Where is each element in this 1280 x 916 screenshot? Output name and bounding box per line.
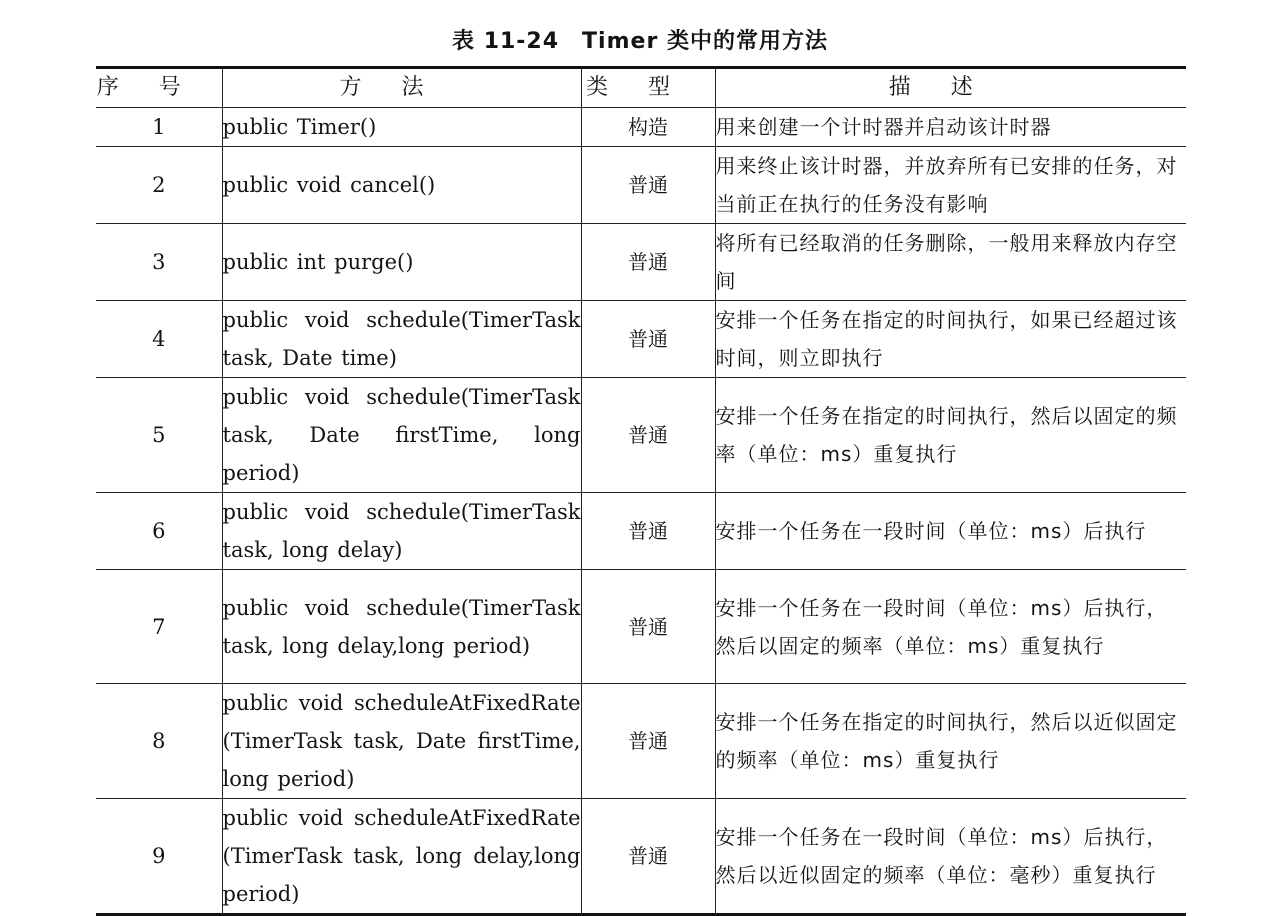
header-row (96, 68, 1186, 108)
table-row (96, 570, 1186, 684)
row-type: 普通 (581, 799, 715, 915)
table-row (96, 224, 1186, 301)
row-desc: 将所有已经取消的任务删除，一般用来释放内存空间 (715, 224, 1186, 301)
table-row (96, 684, 1186, 799)
row-type: 普通 (581, 224, 715, 301)
header-method: 方法 (222, 68, 581, 108)
row-method: public void schedule(TimerTask task, Date firstTime, long period) (222, 378, 581, 493)
timer-methods-table (96, 66, 1186, 916)
row-seq: 1 (96, 108, 222, 147)
row-seq: 6 (96, 493, 222, 570)
row-type: 普通 (581, 493, 715, 570)
header-seq: 序号 (96, 68, 222, 108)
table-row (96, 799, 1186, 915)
table-row (96, 301, 1186, 378)
row-type: 普通 (581, 147, 715, 224)
row-method: public void schedule(TimerTask task, Date time) (222, 301, 581, 378)
row-desc: 安排一个任务在一段时间（单位：ms）后执行 (715, 493, 1186, 570)
row-seq: 7 (96, 570, 222, 684)
row-method: public void schedule(TimerTask task, long delay) (222, 493, 581, 570)
header-type: 类型 (581, 68, 715, 108)
table-row (96, 147, 1186, 224)
row-method: public void schedule(TimerTask task, long delay,long period) (222, 570, 581, 684)
row-type: 普通 (581, 684, 715, 799)
row-type: 普通 (581, 570, 715, 684)
table-row (96, 378, 1186, 493)
row-desc: 安排一个任务在指定的时间执行，如果已经超过该时间，则立即执行 (715, 301, 1186, 378)
row-seq: 2 (96, 147, 222, 224)
row-type: 构造 (581, 108, 715, 147)
row-desc: 安排一个任务在一段时间（单位：ms）后执行，然后以固定的频率（单位：ms）重复执行 (715, 570, 1186, 684)
row-desc: 安排一个任务在一段时间（单位：ms）后执行，然后以近似固定的频率（单位：毫秒）重复执行 (715, 799, 1186, 915)
table-row (96, 108, 1186, 147)
row-desc: 用来创建一个计时器并启动该计时器 (715, 108, 1186, 147)
header-desc: 描述 (715, 68, 1186, 108)
row-desc: 用来终止该计时器，并放弃所有已安排的任务，对当前正在执行的任务没有影响 (715, 147, 1186, 224)
row-method: public void scheduleAtFixedRate (TimerTask task, long delay,long period) (222, 799, 581, 915)
row-type: 普通 (581, 378, 715, 493)
table-row (96, 493, 1186, 570)
row-method: public Timer() (222, 108, 581, 147)
row-seq: 3 (96, 224, 222, 301)
row-desc: 安排一个任务在指定的时间执行，然后以近似固定的频率（单位：ms）重复执行 (715, 684, 1186, 799)
row-method: public void cancel() (222, 147, 581, 224)
row-type: 普通 (581, 301, 715, 378)
table-caption: 表 11-24 Timer 类中的常用方法 (452, 29, 828, 54)
row-seq: 8 (96, 684, 222, 799)
row-seq: 9 (96, 799, 222, 915)
row-method: public int purge() (222, 224, 581, 301)
row-seq: 5 (96, 378, 222, 493)
row-seq: 4 (96, 301, 222, 378)
row-desc: 安排一个任务在指定的时间执行，然后以固定的频率（单位：ms）重复执行 (715, 378, 1186, 493)
row-method: public void scheduleAtFixedRate (TimerTask task, Date firstTime, long period) (222, 684, 581, 799)
